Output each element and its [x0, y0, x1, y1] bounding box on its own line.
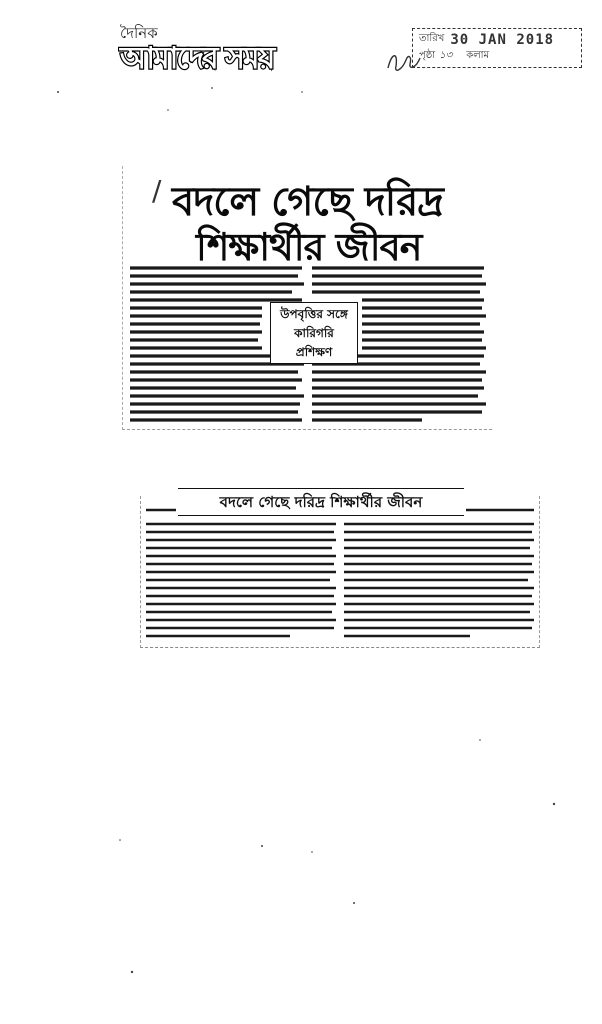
stamp-page-label: পৃষ্ঠা [419, 50, 436, 61]
stamp-date: 30 JAN 2018 [450, 31, 555, 48]
clipping-1-headline-line1: বদলে গেছে দরিদ্র [172, 179, 443, 225]
stamp-column-label: কলাম [466, 50, 490, 61]
subhead-box-line3: প্রশিক্ষণ [295, 345, 333, 359]
clipping-1-slash-mark: / [152, 174, 162, 207]
subhead-box-line1: উপবৃত্তির সঙ্গে [280, 307, 348, 321]
masthead-small-label: দৈনিক [120, 24, 158, 42]
stamp-page-value: ১৩ [439, 50, 453, 61]
clipping-2-headline: বদলে গেছে দরিদ্র শিক্ষার্থীর জীবন [178, 488, 464, 516]
subhead-box-line2: কারিগরি [294, 326, 334, 340]
clipping-1-headline-line2: শিক্ষার্থীর জীবন [196, 225, 422, 269]
stamp-date-label: তারিখ [419, 33, 445, 44]
newspaper-logo-text: আমাদের সময় [120, 41, 274, 76]
